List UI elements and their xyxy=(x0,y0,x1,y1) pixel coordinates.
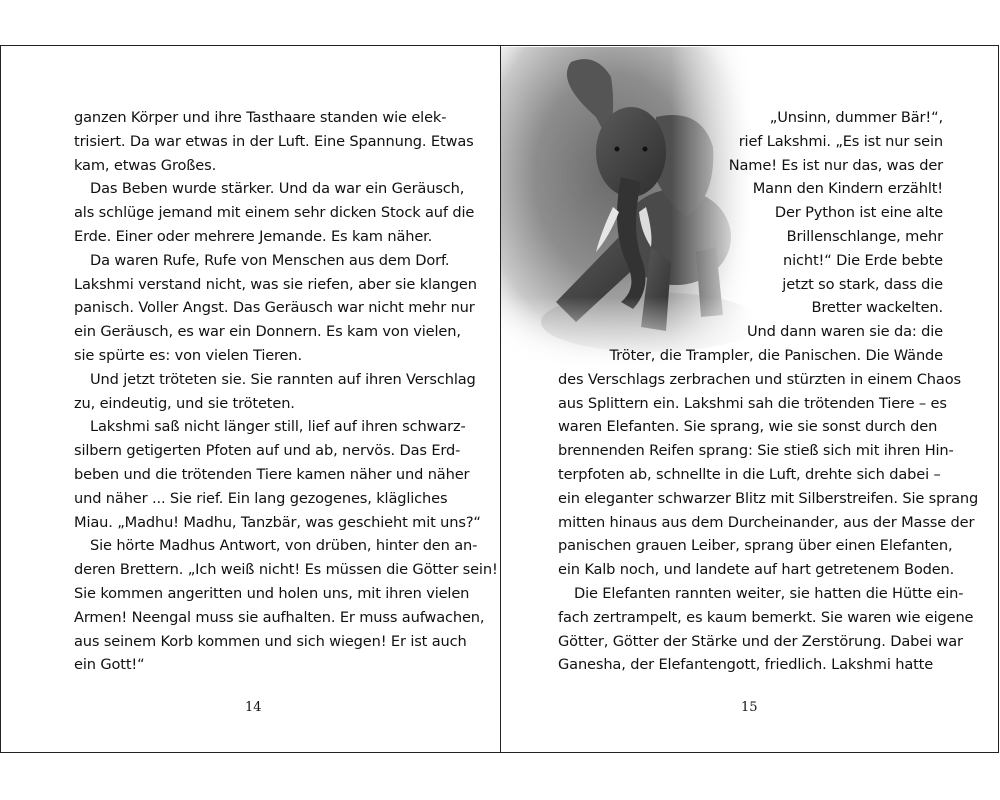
text-line: panisch. Voller Angst. Das Geräusch war nicht mehr nur xyxy=(74,299,475,317)
text-line: Lakshmi saß nicht länger still, lief auf ihren schwarz- xyxy=(90,418,466,436)
text-line: Armen! Neengal muss sie aufhalten. Er muss aufwachen, xyxy=(74,608,485,626)
text-line: sie spürte es: von vielen Tieren. xyxy=(74,346,303,364)
text-line: waren Elefanten. Sie sprang, wie sie sonst durch den xyxy=(558,418,938,436)
text-line: aus seinem Korb kommen und sich wiegen! Er ist auch xyxy=(74,632,467,650)
text-line: Brillenschlange, mehr xyxy=(786,227,943,245)
text-line: Name! Es ist nur das, was der xyxy=(728,156,943,174)
text-line: Mann den Kindern erzählt! xyxy=(752,180,943,198)
text-line: Das Beben wurde stärker. Und da war ein Geräusch, xyxy=(90,180,465,198)
text-line: und näher ... Sie rief. Ein lang gezogenes, klägliches xyxy=(74,489,448,507)
text-line: Götter, Götter der Stärke und der Zerstörung. Dabei war xyxy=(558,632,963,650)
text-line: fach zertrampelt, es kaum bemerkt. Sie waren wie eigene xyxy=(558,608,974,626)
text-line: Miau. „Madhu! Madhu, Tanzbär, was geschieht mit uns?“ xyxy=(74,513,481,531)
text-line: Erde. Einer oder mehrere Jemande. Es kam näher. xyxy=(74,227,433,245)
text-line: „Unsinn, dummer Bär!“, xyxy=(769,109,943,126)
text-line: Sie kommen angeritten und holen uns, mit ihren vielen xyxy=(74,584,470,602)
text-line: Die Elefanten rannten weiter, sie hatten die Hütte ein- xyxy=(574,584,964,602)
text-line: mitten hinaus aus dem Durcheinander, aus der Masse der xyxy=(558,513,975,531)
text-line: ein Geräusch, es war ein Donnern. Es kam von vielen, xyxy=(74,323,461,341)
text-line: panischen grauen Leiber, sprang über einen Elefanten, xyxy=(558,537,953,555)
text-line: brennenden Reifen sprang: Sie stieß sich mit ihren Hin- xyxy=(558,442,954,460)
text-line: deren Brettern. „Ich weiß nicht! Es müssen die Götter sein! xyxy=(74,561,498,579)
right-page-text xyxy=(558,106,979,677)
text-line: zu, eindeutig, und sie tröteten. xyxy=(74,394,295,412)
book-spread xyxy=(0,45,999,753)
text-line: des Verschlags zerbrachen und stürzten in einem Chaos xyxy=(558,370,961,388)
text-line: rief Lakshmi. „Es ist nur sein xyxy=(738,132,943,150)
text-line: Bretter wackelten. xyxy=(811,299,943,317)
left-page-text xyxy=(74,106,498,677)
text-line: Da waren Rufe, Rufe von Menschen aus dem Dorf. xyxy=(90,251,450,269)
text-line: Und dann waren sie da: die xyxy=(746,323,943,341)
text-line: ein Kalb noch, und landete auf hart getretenem Boden. xyxy=(558,561,955,579)
page-number-right: 15 xyxy=(741,700,758,715)
text-line: ganzen Körper und ihre Tasthaare standen wie elek- xyxy=(74,109,447,126)
text-line: kam, etwas Großes. xyxy=(74,156,217,174)
text-line: ein Gott!“ xyxy=(74,656,145,674)
text-line: nicht!“ Die Erde bebte xyxy=(782,251,943,269)
text-line: Tröter, die Trampler, die Panischen. Die Wände xyxy=(609,346,943,364)
text-line: Und jetzt tröteten sie. Sie rannten auf ihren Verschlag xyxy=(90,370,476,388)
text-line: Lakshmi verstand nicht, was sie riefen, aber sie klangen xyxy=(74,275,477,293)
text-line: Der Python ist eine alte xyxy=(774,204,943,222)
text-line: silbern getigerten Pfoten auf und ab, nervös. Das Erd- xyxy=(74,442,461,460)
text-line: Sie hörte Madhus Antwort, von drüben, hinter den an- xyxy=(90,537,478,555)
page-number-left: 14 xyxy=(245,700,262,715)
text-line: trisiert. Da war etwas in der Luft. Eine Spannung. Etwas xyxy=(74,132,474,150)
text-line: als schlüge jemand mit einem sehr dicken Stock auf die xyxy=(74,204,475,222)
text-line: terpfoten ab, schnellte in die Luft, drehte sich dabei – xyxy=(558,465,941,483)
text-line: Ganesha, der Elefantengott, friedlich. Lakshmi hatte xyxy=(558,656,934,674)
text-line: jetzt so stark, dass die xyxy=(782,275,943,293)
text-line: aus Splittern ein. Lakshmi sah die trötenden Tiere – es xyxy=(558,394,947,412)
text-line: beben und die trötenden Tiere kamen näher und näher xyxy=(74,465,470,483)
text-line: ein eleganter schwarzer Blitz mit Silberstreifen. Sie sprang xyxy=(558,489,979,507)
